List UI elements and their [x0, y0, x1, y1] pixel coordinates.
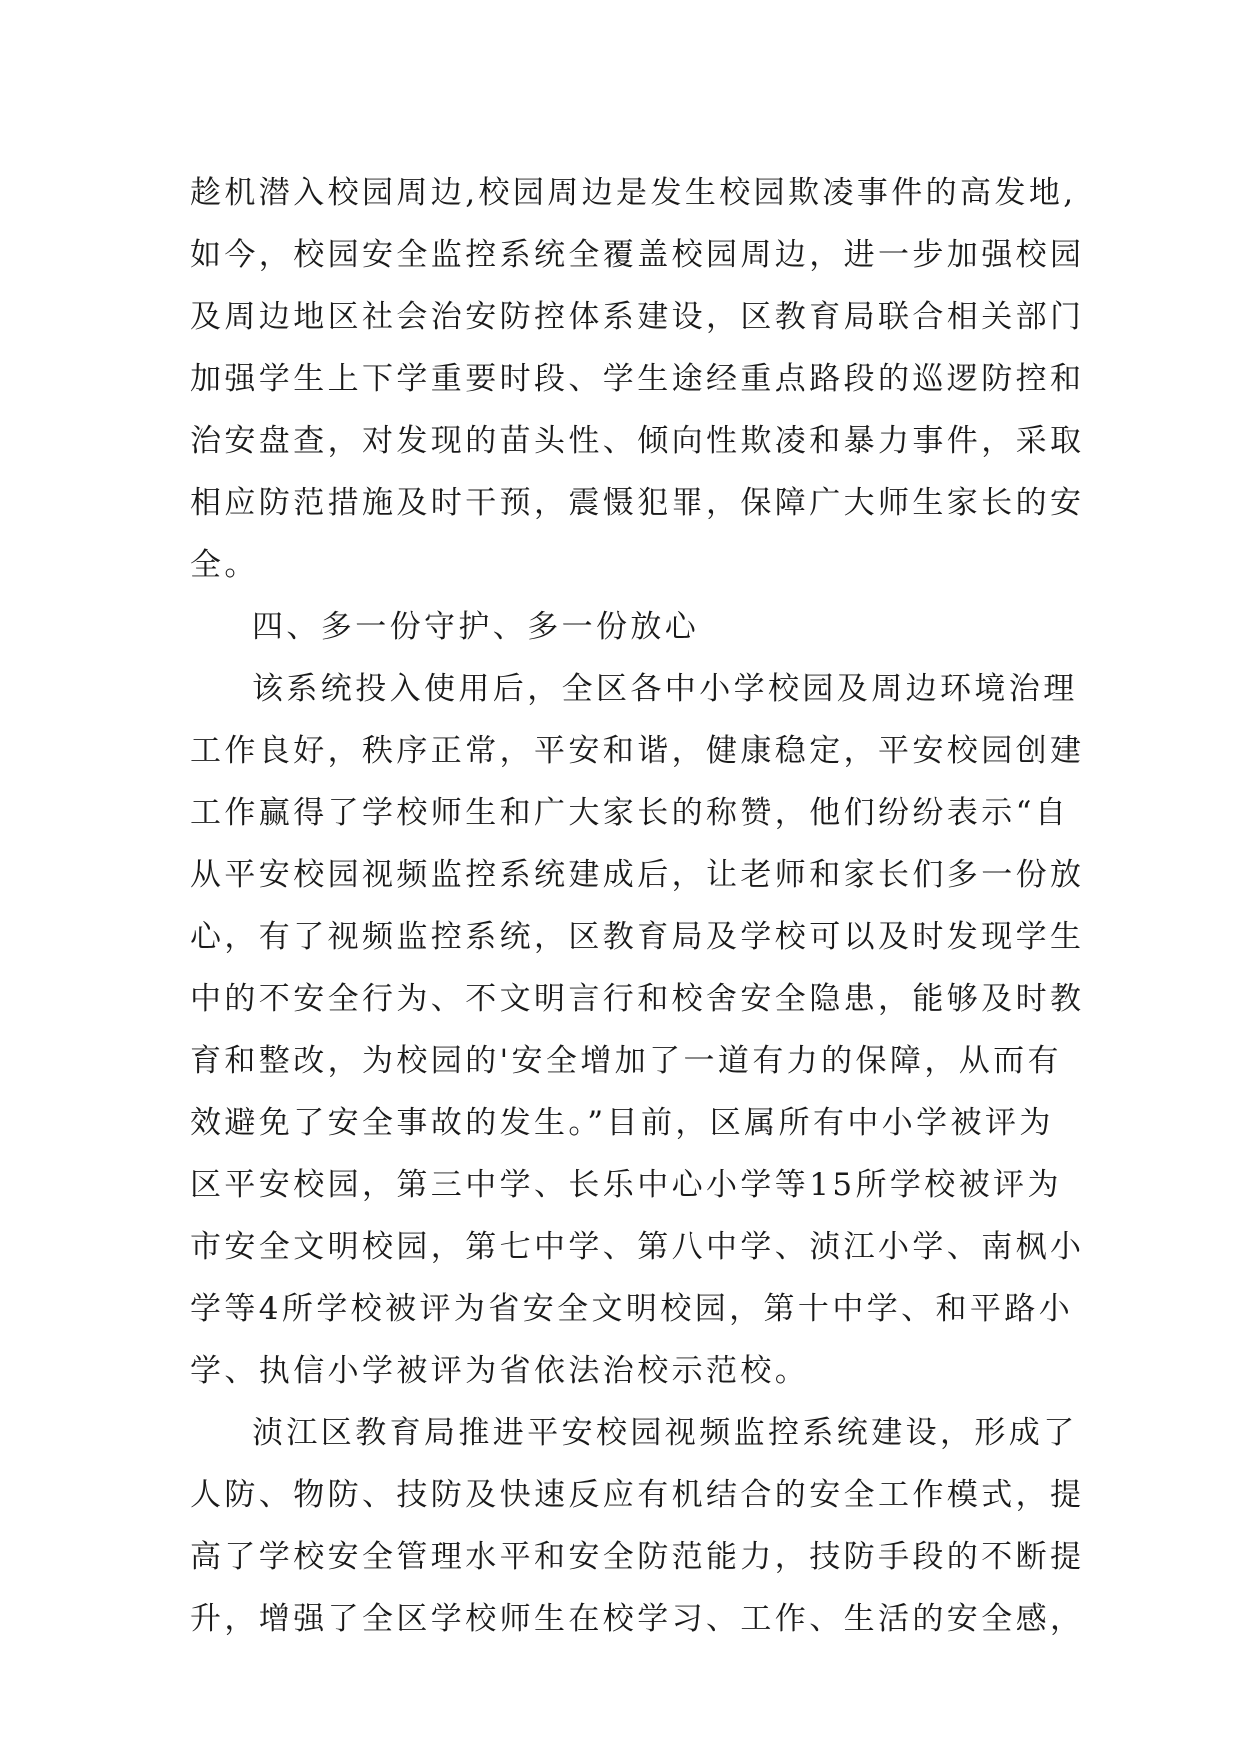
paragraph-line: 中的不安全行为、不文明言行和校舍安全隐患，能够及时教 [190, 981, 1085, 1017]
paragraph-line: 人防、物防、技防及快速反应有机结合的安全工作模式，提 [190, 1477, 1085, 1513]
paragraph-line: 治安盘查，对发现的苗头性、倾向性欺凌和暴力事件，采取 [190, 423, 1085, 459]
section-heading: 四、多一份守护、多一份放心 [252, 609, 700, 645]
paragraph-line: 高了学校安全管理水平和安全防范能力，技防手段的不断提 [190, 1539, 1085, 1575]
paragraph-line: 市安全文明校园，第七中学、第八中学、浈江小学、南枫小 [190, 1229, 1085, 1265]
paragraph-line: 育和整改，为校园的'安全增加了一道有力的保障，从而有 [190, 1043, 1062, 1079]
paragraph-line: 趁机潜入校园周边,校园周边是发生校园欺凌事件的高发地, [190, 175, 1077, 211]
paragraph-first-line: 该系统投入使用后，全区各中小学校园及周边环境治理 [252, 671, 1078, 707]
paragraph-line: 相应防范措施及时干预，震慑犯罪，保障广大师生家长的安 [190, 485, 1085, 521]
paragraph-first-line: 浈江区教育局推进平安校园视频监控系统建设，形成了 [252, 1415, 1078, 1451]
paragraph-line: 加强学生上下学重要时段、学生途经重点路段的巡逻防控和 [190, 361, 1085, 397]
paragraph-line: 学等4所学校被评为省安全文明校园，第十中学、和平路小 [190, 1291, 1074, 1327]
paragraph-line: 升，增强了全区学校师生在校学习、工作、生活的安全感， [190, 1601, 1085, 1637]
paragraph-line: 心，有了视频监控系统，区教育局及学校可以及时发现学生 [190, 919, 1085, 955]
paragraph-line: 工作赢得了学校师生和广大家长的称赞，他们纷纷表示“自 [190, 795, 1070, 831]
paragraph-line: 效避免了安全事故的发生。”目前，区属所有中小学被评为 [190, 1105, 1054, 1141]
paragraph-line: 全。 [190, 547, 259, 583]
paragraph-line: 如今，校园安全监控系统全覆盖校园周边，进一步加强校园 [190, 237, 1085, 273]
paragraph-line: 学、执信小学被评为省依法治校示范校。 [190, 1353, 810, 1389]
paragraph-line: 工作良好，秩序正常，平安和谐，健康稳定，平安校园创建 [190, 733, 1085, 769]
paragraph-line: 从平安校园视频监控系统建成后，让老师和家长们多一份放 [190, 857, 1085, 893]
document-body [190, 162, 1110, 1650]
paragraph-line: 区平安校园，第三中学、长乐中心小学等15所学校被评为 [190, 1167, 1062, 1203]
paragraph-line: 及周边地区社会治安防控体系建设，区教育局联合相关部门 [190, 299, 1085, 335]
